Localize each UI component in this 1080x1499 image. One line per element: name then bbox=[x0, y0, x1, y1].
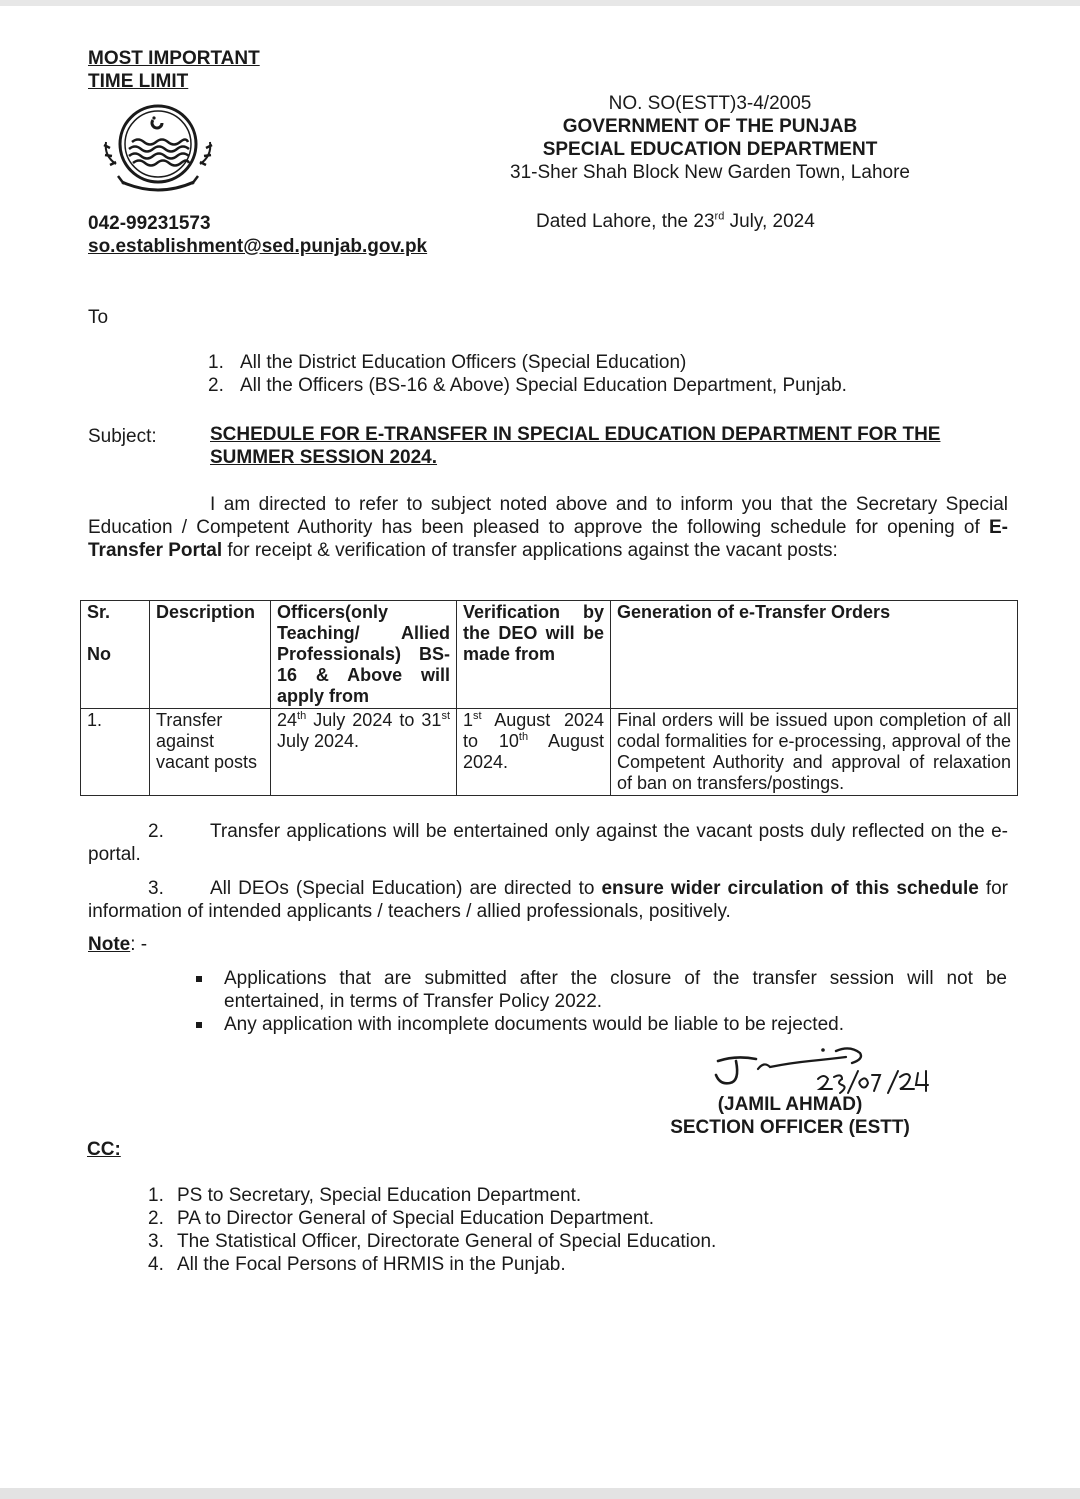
contact-details bbox=[88, 212, 427, 258]
verify-ordinal-end: th bbox=[518, 731, 529, 743]
cell-sr: 1. bbox=[81, 709, 150, 796]
para1-text-start: I am directed to refer to subject noted above and to inform you that the Secretary Special Education / Competent Authority has been pleased to approve the following schedule for opening of bbox=[88, 494, 1008, 538]
subject-text: SCHEDULE FOR E-TRANSFER IN SPECIAL EDUCATION DEPARTMENT FOR THE SUMMER SESSION 2024. bbox=[210, 424, 941, 468]
cc-text: PA to Director General of Special Education Department. bbox=[177, 1208, 655, 1229]
cc-text: All the Focal Persons of HRMIS in the Punjab. bbox=[177, 1254, 566, 1275]
para2-number: 2. bbox=[148, 821, 164, 842]
para1-emphasis: E-Transfer Portal bbox=[88, 517, 1008, 561]
header-description: Description bbox=[150, 601, 271, 709]
note-text: Applications that are submitted after the closure of the transfer session will not be entertained, in terms of Transfer Policy 2022. bbox=[224, 968, 1007, 1012]
punjab-government-emblem bbox=[96, 104, 220, 202]
cell-description: Transfer against vacant posts bbox=[150, 709, 271, 796]
cc-label: CC: bbox=[87, 1139, 121, 1160]
note-text: Any application with incomplete documents would be liable to be rejected. bbox=[224, 1014, 844, 1035]
signatory-block bbox=[640, 1093, 940, 1139]
body-paragraph-2 bbox=[88, 820, 1008, 866]
phone-number: 042-99231573 bbox=[88, 213, 211, 234]
item-number: 2. bbox=[148, 1208, 164, 1229]
header-no: No bbox=[87, 644, 111, 664]
header-sr-no bbox=[81, 601, 150, 709]
para3-text-end: for information of intended applicants / teachers / allied professionals, positively. bbox=[88, 878, 1009, 922]
note-heading: Note bbox=[88, 934, 131, 955]
reference-number: NO. SO(ESTT)3-4/2005 bbox=[608, 93, 812, 114]
department-name: SPECIAL EDUCATION DEPARTMENT bbox=[542, 139, 878, 160]
email-address: so.establishment@sed.punjab.gov.pk bbox=[88, 236, 428, 257]
header-generation-orders: Generation of e-Transfer Orders bbox=[611, 601, 1018, 709]
header-verification: Verification by the DEO will be made from bbox=[457, 601, 611, 709]
item-number: 1. bbox=[148, 1185, 164, 1206]
page-top-edge bbox=[0, 0, 1080, 6]
recipient-item bbox=[208, 374, 847, 397]
verify-end: August 2024. bbox=[463, 731, 604, 772]
office-address: 31-Sher Shah Block New Garden Town, Lahore bbox=[510, 162, 910, 183]
signatory-title: SECTION OFFICER (ESTT) bbox=[670, 1117, 910, 1138]
note-item bbox=[192, 1013, 1007, 1036]
table-header-row bbox=[81, 601, 1018, 709]
body-paragraph-1 bbox=[88, 493, 1008, 562]
verify-mid: August 2024 to 10 bbox=[463, 710, 604, 751]
government-name: GOVERNMENT OF THE PUNJAB bbox=[562, 116, 858, 137]
item-number: 3. bbox=[148, 1231, 164, 1252]
cell-verification-dates bbox=[457, 709, 611, 796]
para3-emphasis: ensure wider circulation of this schedule bbox=[601, 878, 979, 899]
note-item bbox=[192, 967, 1007, 1013]
apply-end: July 2024. bbox=[277, 731, 360, 751]
cc-item bbox=[148, 1230, 716, 1253]
cell-orders: Final orders will be issued upon completion of all codal formalities for e-processing, approval of the Competent Authority and approval of relaxation of ban on transfers/postings. bbox=[611, 709, 1018, 796]
item-number: 1. bbox=[208, 352, 224, 373]
header-sr: Sr. bbox=[87, 602, 111, 622]
urgency-line-2: TIME LIMIT bbox=[88, 71, 189, 92]
recipient-text: All the District Education Officers (Special Education) bbox=[240, 352, 687, 373]
date-ordinal: rd bbox=[714, 210, 725, 223]
item-number: 2. bbox=[208, 375, 224, 396]
note-suffix: : - bbox=[130, 934, 148, 955]
cc-item bbox=[148, 1184, 716, 1207]
apply-ordinal-end: st bbox=[441, 710, 450, 722]
verify-ordinal-start: st bbox=[473, 710, 482, 722]
date-suffix: July, 2024 bbox=[724, 211, 815, 232]
letter-date bbox=[536, 210, 815, 233]
recipient-item bbox=[208, 351, 847, 374]
para1-text-end: for receipt & verification of transfer applications against the vacant posts: bbox=[222, 540, 838, 561]
note-list bbox=[192, 967, 1007, 1036]
bullet-icon bbox=[196, 976, 202, 982]
header-officers-apply: Officers(only Teaching/ Allied Professionals) BS-16 & Above will apply from bbox=[271, 601, 457, 709]
apply-mid: July 2024 to 31 bbox=[306, 710, 442, 730]
table-row bbox=[81, 709, 1018, 796]
signatory-name: (JAMIL AHMAD) bbox=[717, 1094, 863, 1115]
recipient-text: All the Officers (BS-16 & Above) Special Education Department, Punjab. bbox=[240, 375, 847, 396]
body-paragraph-3 bbox=[88, 877, 1008, 923]
cc-text: PS to Secretary, Special Education Department. bbox=[177, 1185, 582, 1206]
date-prefix: Dated Lahore, the 23 bbox=[536, 211, 715, 232]
apply-ordinal-start: th bbox=[297, 710, 307, 722]
bullet-icon bbox=[196, 1022, 202, 1028]
apply-day-start: 24 bbox=[277, 710, 298, 730]
note-label bbox=[88, 933, 147, 956]
item-number: 4. bbox=[148, 1254, 164, 1275]
verify-day-start: 1 bbox=[463, 710, 474, 730]
para3-number: 3. bbox=[148, 878, 164, 899]
para2-text: Transfer applications will be entertained only against the vacant posts duly reflected on the e-portal. bbox=[88, 821, 1008, 865]
to-label: To bbox=[88, 307, 109, 328]
schedule-table bbox=[80, 600, 1018, 796]
cc-list bbox=[148, 1184, 716, 1276]
urgency-line-1: MOST IMPORTANT bbox=[88, 48, 260, 69]
recipient-list bbox=[208, 351, 847, 397]
page-bottom-edge bbox=[0, 1488, 1080, 1499]
cc-item bbox=[148, 1207, 716, 1230]
subject-label: Subject: bbox=[88, 426, 157, 447]
para3-text-start: All DEOs (Special Education) are directed to bbox=[210, 878, 602, 899]
office-heading bbox=[480, 92, 940, 184]
cc-text: The Statistical Officer, Directorate General of Special Education. bbox=[177, 1231, 717, 1252]
urgency-marking bbox=[88, 47, 260, 93]
cc-item bbox=[148, 1253, 716, 1276]
cell-apply-dates bbox=[271, 709, 457, 796]
